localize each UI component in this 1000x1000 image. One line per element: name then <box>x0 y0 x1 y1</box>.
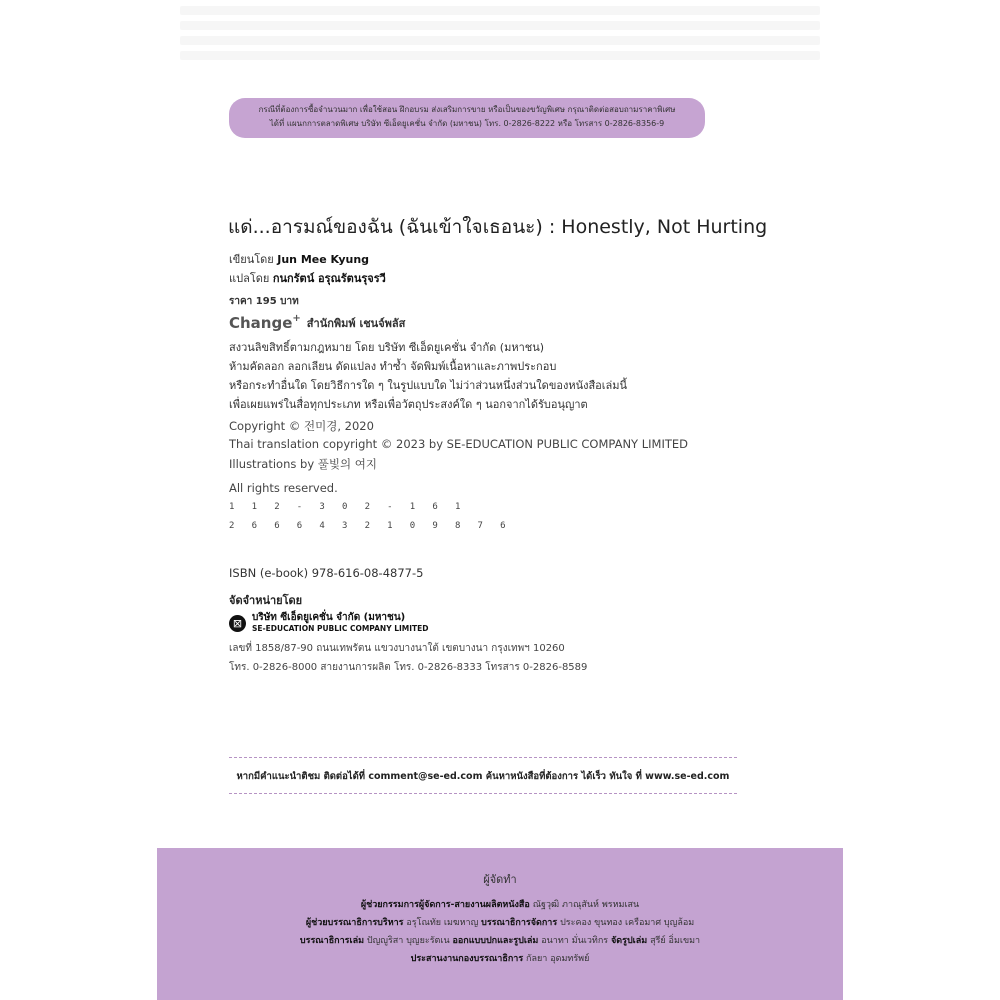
book-title: แด่...อารมณ์ของฉัน (ฉันเข้าใจเธอนะ) : Honestly, Not Hurting <box>228 216 768 238</box>
all-rights-reserved: All rights reserved. <box>229 481 338 495</box>
price: ราคา 195 บาท <box>229 296 299 307</box>
divider-bottom <box>229 793 737 794</box>
staff-row: บรรณาธิการเล่ม ปัญญูริสา บุญยะรัตเน ออกแบบปกและรูปเล่ม อนาทา มั่นเวทิกร จัดรูปเล่ม สุรีย์ อิ่มเขมา <box>299 936 701 946</box>
copyright-original: Copyright © 전미경, 2020 <box>229 419 374 433</box>
notice-line-1: กรณีที่ต้องการซื้อจำนวนมาก เพื่อใช้สอน ฝึกอบรม ส่งเสริมการขาย หรือเป็นของขวัญพิเศษ กรุณาติดต่อสอบถามราคาพิเศษ <box>258 105 676 114</box>
copyright-illustrations: Illustrations by 풀빛의 여지 <box>229 457 377 471</box>
print-line-2: 2 6 6 6 4 3 2 1 0 9 8 7 6 <box>229 521 506 531</box>
rights-line: ห้ามคัดลอก ลอกเลียน ดัดแปลง ทำซ้ำ จัดพิมพ์เนื้อหาและภาพประกอบ <box>229 360 557 373</box>
author-name: Jun Mee Kyung <box>277 253 370 266</box>
notice-line-2: ได้ที่ แผนกการตลาดพิเศษ บริษัท ซีเอ็ดยูเคชั่น จำกัด (มหาชน) โทร. 0-2826-8222 หรือ โทรสาร 0-2826-8356-9 <box>269 119 665 128</box>
divider-top <box>229 757 737 758</box>
staff-credits-panel <box>157 848 843 1000</box>
rights-line: เพื่อเผยแพร่ในสื่อทุกประเภท หรือเพื่อวัตถุประสงค์ใด ๆ นอกจากได้รับอนุญาต <box>229 398 588 411</box>
publisher-line <box>229 314 405 332</box>
se-ed-logo-icon: ⊠ <box>229 615 246 632</box>
contact-line: หากมีคำแนะนำติชม ติดต่อได้ที่ comment@se-ed.com ค้นหาหนังสือที่ต้องการ ได้เร็ว ทันใจ ที่ www.se-ed.com <box>236 771 730 782</box>
distribution-heading: จัดจำหน่ายโดย <box>229 594 303 607</box>
rights-thai <box>229 338 627 414</box>
translator-label: แปลโดย <box>229 272 270 285</box>
distributor-phones: โทร. 0-2826-8000 สายงานการผลิต โทร. 0-2826-8333 โทรสาร 0-2826-8589 <box>229 662 588 673</box>
translator-name: กนกรัตน์ อรุณรัตนรุจรวี <box>272 272 386 285</box>
faded-background-text <box>180 0 820 60</box>
author-label: เขียนโดย <box>229 253 274 266</box>
staff-row: ผู้ช่วยบรรณาธิการบริหาร อรุโณทัย เมฆหาญ บรรณาธิการจัดการ ประคอง ขุนทอง เครือมาศ บุญล้อม <box>305 918 695 928</box>
special-order-notice <box>229 98 705 138</box>
staff-row: ประสานงานกองบรรณาธิการ กัลยา อุดมทรัพย์ <box>410 954 590 964</box>
isbn: ISBN (e-book) 978-616-08-4877-5 <box>229 566 424 580</box>
staff-row: ผู้ช่วยกรรมการผู้จัดการ-สายงานผลิตหนังสือ ณัฐวุฒิ ภาณุสันห์ พรหมเสน <box>360 900 640 910</box>
rights-line: สงวนลิขสิทธิ์ตามกฎหมาย โดย บริษัท ซีเอ็ดยูเคชั่น จำกัด (มหาชน) <box>229 341 545 354</box>
copyright-translation: Thai translation copyright © 2023 by SE-EDUCATION PUBLIC COMPANY LIMITED <box>229 437 689 451</box>
print-line-1: 1 1 2 - 3 0 2 - 1 6 1 <box>229 502 461 512</box>
author-line <box>229 250 369 268</box>
translator-line <box>229 269 386 287</box>
publisher-name: สำนักพิมพ์ เชนจ์พลัส <box>306 317 406 330</box>
distributor-name-th: บริษัท ซีเอ็ดยูเคชั่น จำกัด (มหาชน) <box>252 612 406 623</box>
distributor-block <box>229 612 429 634</box>
staff-heading: ผู้จัดทำ <box>483 873 517 886</box>
distributor-name-en: SE-EDUCATION PUBLIC COMPANY LIMITED <box>252 624 429 633</box>
change-plus-logo: Change+ <box>229 313 301 332</box>
rights-line: หรือกระทำอื่นใด โดยวิธีการใด ๆ ในรูปแบบใด ไม่ว่าส่วนหนึ่งส่วนใดของหนังสือเล่มนี้ <box>229 379 628 392</box>
distributor-address: เลขที่ 1858/87-90 ถนนเทพรัตน แขวงบางนาใต้ เขตบางนา กรุงเทพฯ 10260 <box>229 643 565 654</box>
